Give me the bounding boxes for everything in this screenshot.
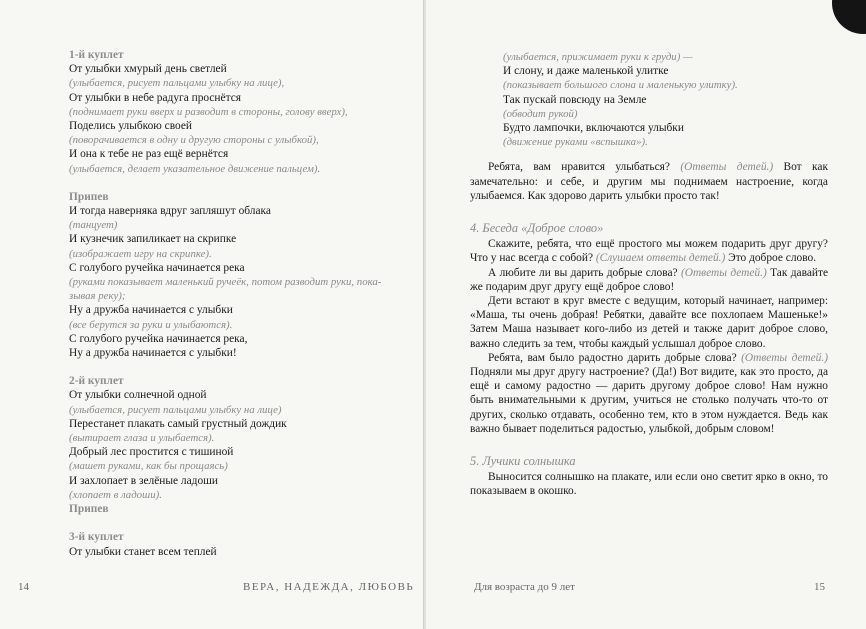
verse2-lines (69, 388, 389, 502)
stage-direction: (показывает большого слона и маленькую улитку). (503, 79, 738, 92)
stage-direction: (улыбается, рисует пальцами улыбку на лице), (69, 77, 285, 90)
stage-direction: (танцует) (69, 219, 118, 232)
paragraph-sun-poster: Выносится солнышко на плакате, или если оно светит ярко в окно, то показываем в окошко. (470, 471, 828, 498)
lyric-line: И захлопает в зелёные ладоши (69, 474, 219, 487)
stage-direction: (обводит рукой) (503, 107, 578, 120)
paragraph-kind-word: Скажите, ребята, что ещё простого мы можем подарить друг другу? Что у нас всегда с собой? (Слушаем ответы детей.) Это доброе слово. (470, 238, 828, 265)
right-page-text (470, 50, 828, 499)
chorus-title: Припев (69, 190, 109, 203)
left-page-text (69, 48, 389, 559)
paragraph-mood: Ребята, вам было радостно дарить добрые слова? (Ответы детей.) Подняли мы друг другу настроение? (Да!) Вот видите, как это просто, да ещё и самому радостно — дарить другому доброе слово! Нам нужно быть внимательными к другим, учиться не столько получать что-то от других, сколько отдавать, особенно тем, кто в этом нуждается. Ведь как важно бывает поделиться радостью, улыбкой, добрым словом! (470, 351, 828, 435)
lyric-line: Ну а дружба начинается с улыбки! (69, 347, 237, 360)
stage-direction: (вытирает глаза и улыбается). (69, 432, 215, 445)
corner-shadow (832, 0, 866, 34)
lyric-line: И слону, и даже маленькой улитке (503, 65, 669, 78)
stage-direction: (улыбается, делает указательное движение пальцем). (69, 162, 321, 175)
stage-direction: (машет руками, как бы прощаясь) (69, 460, 228, 473)
paragraph-give-words: А любите ли вы дарить добрые слова? (Ответы детей.) Так давайте же подарим друг другу ещё доброе слово! (470, 266, 829, 293)
lyric-line: От улыбки солнечной одной (69, 389, 207, 402)
paragraph-circle-game: Дети встают в круг вместе с ведущим, который начинает, например: «Маша, ты очень добрая! Ребятки, давайте все похлопаем Машеньке!» Затем Маша называет кого-либо из детей и также дарит доброе слово, важно следить за тем, чтобы каждый услышал доброе слово. (470, 295, 828, 350)
left-page (0, 0, 424, 629)
verse2-title: 2-й куплет (69, 375, 124, 388)
stage-direction: (улыбается, рисует пальцами улыбку на лице) (69, 403, 282, 416)
verse1-title: 1-й куплет (69, 49, 124, 61)
running-title-right: Для возраста до 9 лет (474, 581, 575, 593)
lyric-line: Так пускай повсюду на Земле (503, 93, 647, 106)
lyric-line: От улыбки хмурый день светлей (69, 63, 227, 76)
stage-direction: (изображает игру на скрипке). (69, 247, 212, 260)
section-4-title: 4. Беседа «Доброе слово» (470, 221, 604, 236)
stage-direction: (поворачивается в одну и другую стороны с улыбкой), (69, 134, 319, 147)
lyric-line: Добрый лес простится с тишиной (69, 446, 234, 459)
verse3-lines (69, 545, 389, 559)
lyric-line: Будто лампочки, включаются улыбки (503, 122, 684, 135)
chorus-lines (69, 204, 389, 360)
lyric-line: Поделись улыбкою своей (69, 120, 192, 133)
lyric-line: Перестанет плакать самый грустный дождик (69, 417, 287, 430)
lyric-line: И кузнечик запиликает на скрипке (69, 233, 237, 246)
stage-direction: (все берутся за руки и улыбаются). (69, 318, 233, 331)
lyric-line: От улыбки в небе радуга проснётся (69, 91, 241, 104)
stage-direction: (хлопает в ладоши). (69, 488, 162, 501)
song-end-lines (470, 50, 828, 149)
lyric-line: От улыбки станет всем теплей (69, 545, 217, 558)
right-page (426, 0, 866, 629)
stage-direction: зывая реку); (69, 290, 126, 303)
stage-direction: (руками показывает маленький ручеёк, потом разводит руки, пока- (69, 276, 382, 289)
stage-direction: (улыбается, прижимает руки к груди) — (503, 51, 693, 63)
page-number-right: 15 (814, 581, 825, 593)
stage-direction: (поднимает руки вверх и разводит в стороны, голову вверх), (69, 105, 348, 118)
stage-direction: (движение руками «вспышка»). (503, 136, 648, 149)
verse3-title: 3-й куплет (69, 531, 124, 544)
lyric-line: И она к тебе не раз ещё вернётся (69, 148, 229, 161)
page-number-left: 14 (18, 581, 29, 593)
lyric-line: С голубого ручейка начинается река, (69, 332, 248, 345)
lyric-line: И тогда наверняка вдруг запляшут облака (69, 205, 271, 218)
running-title-left: ВЕРА, НАДЕЖДА, ЛЮБОВЬ (243, 581, 415, 593)
chorus-ref: Припев (69, 503, 109, 516)
paragraph-smile-question: Ребята, вам нравится улыбаться? (Ответы детей.) Вот как замечательно: и себе, и другим мы поднимаем настроение, когда улыбаемся. Как здорово дарить улыбки просто так! (470, 161, 828, 202)
lyric-line: Ну а дружба начинается с улыбки (69, 304, 233, 317)
lyric-line: С голубого ручейка начинается река (69, 261, 245, 274)
section-5-title: 5. Лучики солнышка (470, 454, 576, 469)
verse1-lines (69, 62, 389, 176)
